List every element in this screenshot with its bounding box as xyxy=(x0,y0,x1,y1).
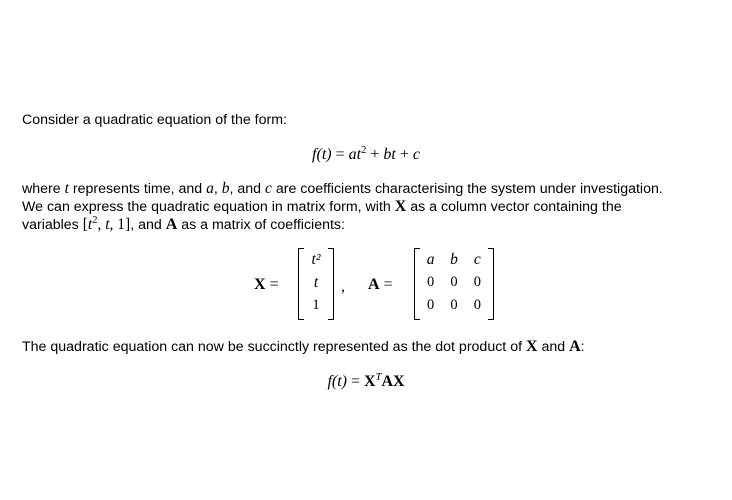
eq1-coef-a: a xyxy=(348,146,357,163)
eq2-equals: = xyxy=(351,373,361,390)
matrix-a xyxy=(414,248,494,320)
paragraph-line-3: variables [$t^2$, t, 1], and A as a matrix of coefficients: xyxy=(22,215,345,233)
matrix-x-row xyxy=(299,248,333,271)
matrix-a-cell: 0 xyxy=(450,274,458,290)
eq1-coef-c: c xyxy=(412,146,420,163)
matrix-separator: , xyxy=(341,278,345,295)
matrix-x-cell: 1 xyxy=(312,297,320,313)
matrix-a-cell: b xyxy=(450,251,458,268)
matrix-x-cell: t xyxy=(313,274,319,291)
eq2-ax: AX xyxy=(381,373,405,390)
matrix-a-label: A = xyxy=(368,276,393,293)
matrix-a-row xyxy=(415,294,493,317)
eq1-var-t2: t xyxy=(391,146,396,163)
eq1-exponent: 2 xyxy=(361,145,367,156)
eq2-transpose: T xyxy=(375,372,382,383)
eq1-var-t: t xyxy=(356,146,362,163)
eq2-lhs: f(t) xyxy=(327,373,347,390)
matrix-a-cell: c xyxy=(473,251,481,268)
intro-text: Consider a quadratic equation of the form: xyxy=(22,112,287,128)
matrix-x xyxy=(298,248,334,320)
eq1-plus-2: + xyxy=(399,146,409,163)
matrix-a-cell: 0 xyxy=(473,274,481,290)
quadratic-equation xyxy=(0,145,732,165)
matrix-a-cell: a xyxy=(426,251,435,268)
eq1-lhs: f(t) xyxy=(312,146,332,163)
eq1-equals: = xyxy=(335,146,345,163)
matrix-x-row xyxy=(299,294,333,317)
matrix-x-cell: t² xyxy=(311,251,321,268)
matrix-a-cell: 0 xyxy=(427,274,435,290)
matrix-a-row xyxy=(415,271,493,294)
dot-product-text: The quadratic equation can now be succinctly represented as the dot product of X and A: xyxy=(22,338,585,355)
matrix-a-cell: 0 xyxy=(427,297,435,313)
matrix-definitions xyxy=(0,246,732,322)
matrix-equation xyxy=(0,372,732,392)
matrix-a-cell: 0 xyxy=(473,297,481,313)
eq2-x: X xyxy=(364,373,376,390)
eq1-plus-1: + xyxy=(370,146,380,163)
paragraph-line-1: where t represents time, and a, b, and c are coefficients characterising the system under investigation. xyxy=(22,180,663,197)
matrix-a-cell: 0 xyxy=(450,297,458,313)
matrix-x-row xyxy=(299,271,333,294)
description-paragraph xyxy=(22,180,722,234)
eq1-coef-b: b xyxy=(383,146,392,163)
matrix-a-row xyxy=(415,248,493,271)
matrix-x-label: X = xyxy=(254,276,279,293)
paragraph-line-2: We can express the quadratic equation in matrix form, with X as a column vector containing the xyxy=(22,198,622,215)
